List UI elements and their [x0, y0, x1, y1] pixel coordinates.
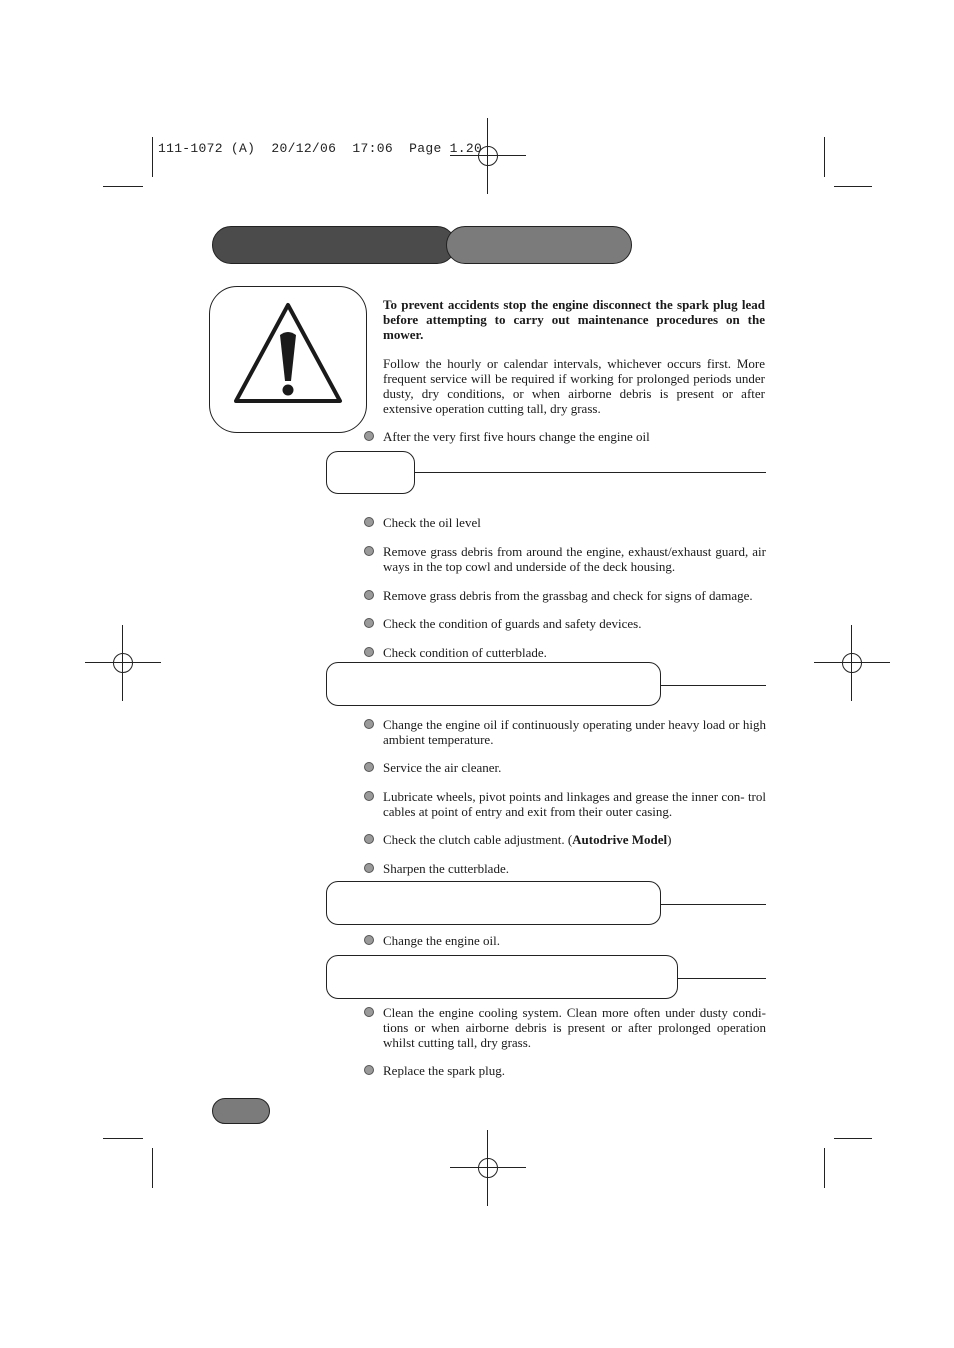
- bullet-dot-icon: [364, 546, 374, 556]
- bullet-dot-icon: [364, 834, 374, 844]
- registration-mark-left: [85, 625, 161, 701]
- bullet-dot-icon: [364, 517, 374, 527]
- section-tab-dark: [212, 226, 456, 264]
- crop-mark: [152, 137, 153, 177]
- bullet-dot-icon: [364, 719, 374, 729]
- crop-mark: [824, 137, 825, 177]
- bullet-dot-icon: [364, 762, 374, 772]
- bullet-dot-icon: [364, 1007, 374, 1017]
- crop-mark: [103, 1138, 143, 1139]
- warning-triangle-icon: [230, 299, 346, 417]
- list-item: Sharpen the cutterblade.: [364, 861, 766, 876]
- warning-box: [209, 286, 367, 433]
- section-rule: [661, 904, 766, 905]
- registration-mark-top: [450, 118, 526, 194]
- section-rule: [415, 472, 766, 473]
- bullet-dot-icon: [364, 791, 374, 801]
- list-item: Check the condition of guards and safety devices.: [364, 616, 766, 631]
- list-item: Clean the engine cooling system. Clean more often under dusty condi- tions or when airborne debris is present or after prolonged operation whilst cutting tall, dry grass.: [364, 1005, 766, 1050]
- interval-label-box-4: [326, 955, 678, 999]
- list-item: Check condition of cutterblade.: [364, 645, 766, 660]
- bullet-dot-icon: [364, 935, 374, 945]
- print-header: 111-1072 (A) 20/12/06 17:06 Page 1.20: [158, 141, 483, 156]
- interval-label-box-2: [326, 662, 661, 706]
- registration-mark-right: [814, 625, 890, 701]
- crop-mark: [834, 186, 872, 187]
- section-rule: [661, 685, 766, 686]
- section-rule: [678, 978, 766, 979]
- interval-label-box-1: [326, 451, 415, 494]
- list-item: Remove grass debris from the grassbag and check for signs of damage.: [364, 588, 766, 603]
- list-item: Check the clutch cable adjustment. (Autodrive Model): [364, 832, 766, 847]
- list-item: Change the engine oil if continuously operating under heavy load or high ambient temperature.: [364, 717, 766, 747]
- bullet-dot-icon: [364, 863, 374, 873]
- crop-mark: [824, 1148, 825, 1188]
- crop-mark: [103, 186, 143, 187]
- interval-label-box-3: [326, 881, 661, 925]
- list-item: Change the engine oil.: [364, 933, 766, 948]
- section-tab-light: [446, 226, 632, 264]
- bullet-dot-icon: [364, 647, 374, 657]
- crop-mark: [152, 1148, 153, 1188]
- list-item: Remove grass debris from around the engine, exhaust/exhaust guard, air ways in the top cowl and underside of the deck housing.: [364, 544, 766, 574]
- list-item: Replace the spark plug.: [364, 1063, 766, 1078]
- warning-text: To prevent accidents stop the engine disconnect the spark plug lead before attempting to carry out maintenance procedures on the mower.: [383, 297, 765, 342]
- list-item: Lubricate wheels, pivot points and linkages and grease the inner con- trol cables at point of entry and exit from their outer casing.: [364, 789, 766, 819]
- list-item: After the very first five hours change the engine oil: [364, 429, 766, 444]
- list-item: Service the air cleaner.: [364, 760, 766, 775]
- bullet-dot-icon: [364, 618, 374, 628]
- crop-mark: [834, 1138, 872, 1139]
- list-item: Check the oil level: [364, 515, 766, 530]
- intro-text: Follow the hourly or calendar intervals, whichever occurs first. More frequent service will be required if working for prolonged periods under dusty, dry conditions, or when airborne debris is present or after extensive operation cutting tall, dry grass.: [383, 356, 765, 416]
- bullet-dot-icon: [364, 431, 374, 441]
- bullet-dot-icon: [364, 1065, 374, 1075]
- registration-mark-bottom: [450, 1130, 526, 1206]
- bullet-dot-icon: [364, 590, 374, 600]
- page-number-tab: [212, 1098, 270, 1124]
